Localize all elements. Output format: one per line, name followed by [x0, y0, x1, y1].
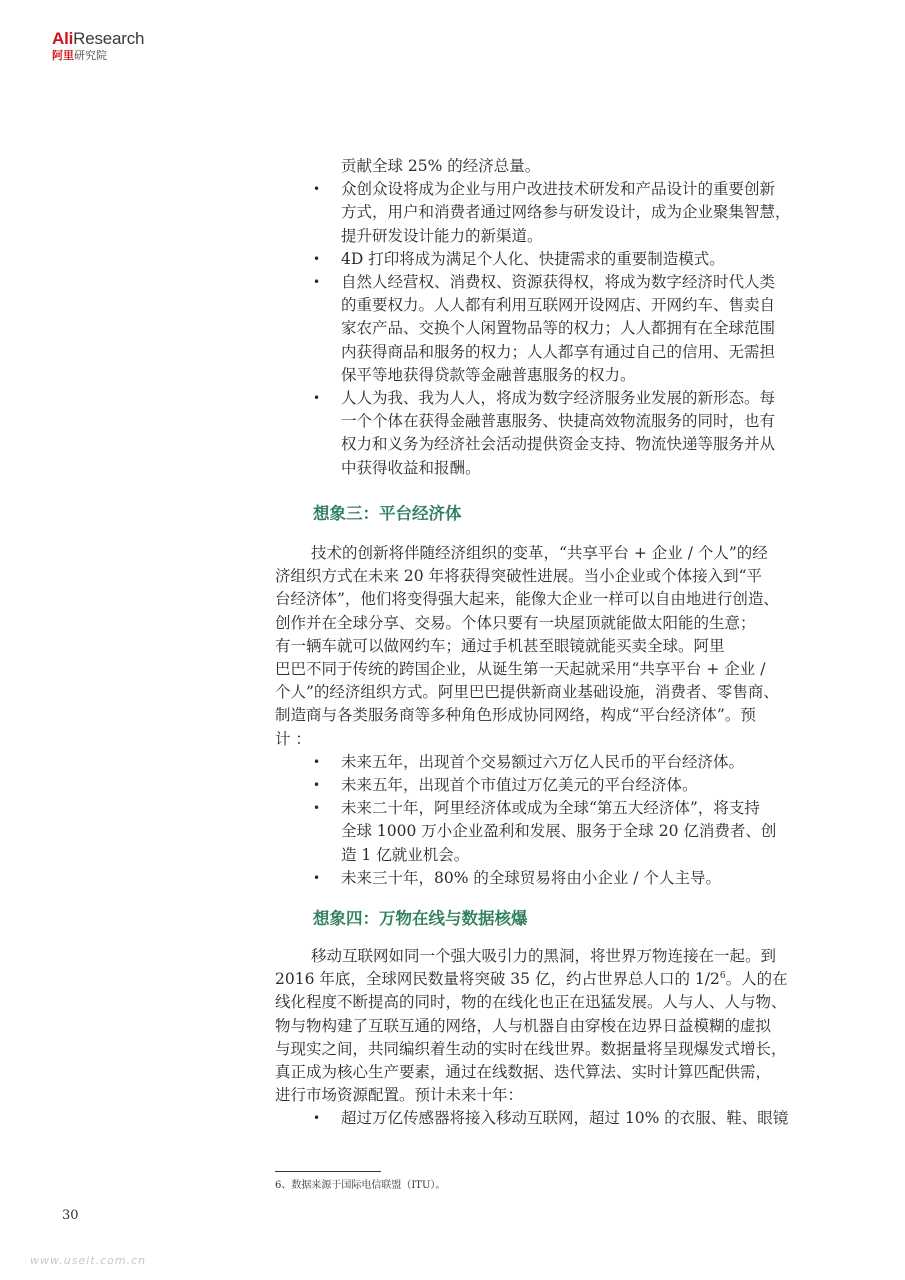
text-line: 造 1 亿就业机会。: [341, 845, 470, 864]
bullet-icon: •: [313, 275, 321, 290]
heading-imagine-three: 想象三：平台经济体: [313, 504, 462, 523]
paragraph-line: 个人”的经济组织方式。阿里巴巴提供新商业基础设施，消费者、零售商、: [275, 683, 779, 702]
logo-subtitle: 阿里研究院: [52, 49, 107, 62]
paragraph-line: 巴巴不同于传统的跨国企业，从诞生第一天起就采用“共享平台 + 企业 /: [275, 660, 766, 679]
text-line: 内获得商品和服务的权力；人人都享有通过自己的信用、无需担: [341, 342, 776, 361]
bullet-item: • 人人为我、我为人人，将成为数字经济服务业发展的新形态。每: [275, 387, 815, 410]
bullet-icon: •: [313, 182, 321, 197]
bullet-item: • 未来二十年，阿里经济体或成为全球“第五大经济体”，将支持: [275, 797, 815, 820]
paragraph-line: 计 ：: [275, 729, 311, 748]
bullet-item: • 未来五年，出现首个市值过万亿美元的平台经济体。: [275, 774, 815, 797]
paragraph-line: 制造商与各类服务商等多种角色形成协同网络，构成“平台经济体”。预: [275, 706, 756, 725]
bullet-item: • 自然人经营权、消费权、资源获得权，将成为数字经济时代人类: [275, 271, 815, 294]
page-number: 30: [62, 1208, 79, 1223]
paragraph-line: 2016 年底，全球网民数量将突破 35 亿，约占世界总人口的 $1/2^6$。人的在: [275, 970, 788, 989]
bullet-icon: •: [313, 754, 321, 769]
footnote: 6、数据来源于国际电信联盟（ITU）。: [275, 1180, 446, 1191]
text-line: 中获得收益和报酬。: [341, 458, 481, 477]
text-line: 方式，用户和消费者通过网络参与研发设计，成为企业聚集智慧，: [341, 203, 791, 222]
text-line: 保平等地获得贷款等金融普惠服务的权力。: [341, 365, 636, 384]
section-three: [275, 542, 815, 890]
bullet-icon: •: [313, 1111, 321, 1126]
bullet-item: • 众创众设将成为企业与用户改进技术研发和产品设计的重要创新: [275, 178, 815, 201]
paragraph-line: 真正成为核心生产要素，通过在线数据、迭代算法、实时计算匹配供需，: [275, 1063, 772, 1082]
alirsearch-logo: [52, 30, 144, 62]
bullet-icon: •: [313, 251, 321, 266]
text-line: 贡献全球 25% 的经济总量。: [341, 157, 541, 175]
paragraph-line: 进行市场资源配置。预计未来十年：: [275, 1086, 524, 1105]
bullet-icon: •: [313, 391, 321, 406]
bullet-icon: •: [313, 801, 321, 816]
paragraph-line: 技术的创新将伴随经济组织的变革，“共享平台 + 企业 / 个人”的经: [311, 544, 768, 562]
bullet-icon: •: [313, 778, 321, 793]
section-top: [275, 155, 815, 480]
paragraph-line: 台经济体”，他们将变得强大起来，能像大企业一样可以自由地进行创造、: [275, 590, 779, 609]
paragraph-line: 移动互联网如同一个强大吸引力的黑洞，将世界万物连接在一起。到: [311, 947, 777, 965]
paragraph-line: 与现实之间，共同编织着生动的实时在线世界。数据量将呈现爆发式增长，: [275, 1039, 787, 1058]
paragraph-line: 线化程度不断提高的同时，物的在线化也正在迅猛发展。人与人、人与物、: [275, 993, 787, 1012]
bullet-item: • 未来三十年，80% 的全球贸易将由小企业 / 个人主导。: [275, 867, 815, 890]
paragraph-line: 物与物构建了互联互通的网络，人与机器自由穿梭在边界日益模糊的虚拟: [275, 1016, 772, 1035]
section-four: [275, 945, 815, 1131]
text-line: 家农产品、交换个人闲置物品等的权力；人人都拥有在全球范围: [341, 319, 776, 338]
footnote-divider: [275, 1171, 381, 1172]
logo-wordmark: AliResearch: [52, 29, 145, 48]
text-line: 全球 1000 万小企业盈利和发展、服务于全球 20 亿消费者、创: [341, 822, 777, 841]
bullet-item: • 未来五年，出现首个交易额过六万亿人民币的平台经济体。: [275, 751, 815, 774]
bullet-item: • 超过万亿传感器将接入移动互联网，超过 10% 的衣服、鞋、眼镜: [275, 1107, 815, 1130]
footnote-ref: 6: [719, 971, 726, 982]
text-line: 的重要权力。人人都有利用互联网开设网店、开网约车、售卖自: [341, 296, 776, 315]
text-line: 一个个体在获得金融普惠服务、快捷高效物流服务的同时，也有: [341, 412, 776, 431]
watermark: www.useit.com.cn: [30, 1254, 147, 1267]
paragraph-line: 有一辆车就可以做网约车；通过手机甚至眼镜就能买卖全球。阿里: [275, 636, 725, 655]
text-line: 提升研发设计能力的新渠道。: [341, 226, 543, 245]
paragraph-line: 创作并在全球分享、交易。个体只要有一块屋顶就能做太阳能的生意；: [275, 613, 756, 632]
bullet-icon: •: [313, 870, 321, 885]
heading-imagine-four: 想象四：万物在线与数据核爆: [313, 909, 528, 928]
paragraph-line: 济组织方式在未来 20 年将获得突破性进展。当小企业或个体接入到“平: [275, 567, 763, 586]
bullet-item: • 4D 打印将成为满足个人化、快捷需求的重要制造模式。: [275, 248, 815, 271]
text-line: 权力和义务为经济社会活动提供资金支持、物流快递等服务并从: [341, 435, 776, 454]
